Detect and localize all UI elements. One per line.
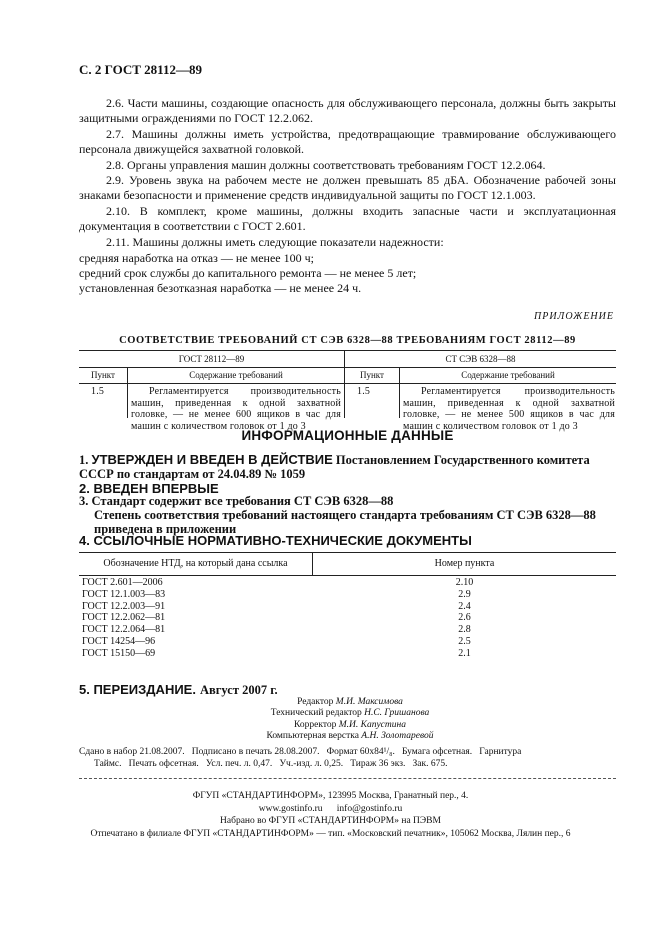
credit-name: А.Н. Золотаревой bbox=[361, 731, 434, 742]
credit-role: Компьютерная верстка bbox=[266, 731, 359, 742]
info-item-5-lead: 5. ПЕРЕИЗДАНИЕ. bbox=[79, 682, 196, 697]
comparison-table bbox=[79, 350, 616, 432]
appendix-title: СООТВЕТСТВИЕ ТРЕБОВАНИЙ СТ СЭВ 6328—88 ТРЕБОВАНИЯМ ГОСТ 28112—89 bbox=[119, 335, 576, 346]
imprint-line-2: www.gostinfo.ru info@gostinfo.ru bbox=[258, 804, 403, 814]
paragraph-2-8: 2.8. Органы управления машин должны соответствовать требованиям ГОСТ 12.2.064. bbox=[106, 158, 546, 172]
print-info-line-1: Сдано в набор 21.08.2007. Подписано в печать 28.08.2007. Формат 60x84¹/₈. Бумага офсетная. Гарнитура bbox=[79, 747, 522, 757]
reference-rows bbox=[79, 577, 616, 660]
reference-row bbox=[79, 648, 616, 660]
reliability-line-1: средняя наработка на отказ — не менее 100 ч; bbox=[79, 251, 314, 265]
paragraph-2-6: 2.6. Части машины, создающие опасность для обслуживающего персонала, должны быть закрыты защитными ограждениями по ГОСТ 12.2.062. bbox=[79, 96, 616, 126]
credit-role: Технический редактор bbox=[270, 708, 362, 719]
imprint-line-1: ФГУП «СТАНДАРТИНФОРМ», 123995 Москва, Гранатный пер., 4. bbox=[192, 791, 469, 801]
info-item-3-sub: Степень соответствия требований настоящего стандарта требованиям СТ СЭВ 6328—88 приведена в приложении bbox=[94, 508, 596, 536]
left-row-text: Регламентируется производительность машин, приведенная к одной захватной головке, — не менее 600 ящиков в час для машин с количеством головок от 1 до 3 bbox=[131, 386, 341, 432]
credits-block bbox=[200, 697, 500, 743]
reference-doc: ГОСТ 12.2.003—91 bbox=[82, 600, 166, 612]
reference-row bbox=[79, 624, 616, 636]
reference-row bbox=[79, 589, 616, 601]
right-row-text: Регламентируется производительность машин, приведенная к одной захватной головке, — не менее 500 ящиков в час для машин с количеством головок от 1 до 3 bbox=[403, 386, 615, 432]
credit-line bbox=[200, 720, 500, 731]
reference-doc: ГОСТ 12.1.003—83 bbox=[82, 588, 166, 600]
paragraph-2-9: 2.9. Уровень звука на рабочем месте не должен превышать 85 дБА. Обозначение рабочей зоны знаками безопасности и применение средств индивидуальной защиты по ГОСТ 12.1.003. bbox=[79, 173, 616, 203]
credit-name: М.И. Максимова bbox=[335, 697, 403, 707]
reference-table bbox=[79, 552, 616, 664]
reference-row bbox=[79, 636, 616, 648]
credit-line bbox=[200, 697, 500, 708]
credit-line bbox=[200, 708, 500, 719]
credit-role: Редактор bbox=[297, 697, 334, 707]
right-row-item: 1.5 bbox=[357, 386, 371, 397]
reference-item: 2.5 bbox=[458, 635, 471, 647]
reference-item: 2.6 bbox=[458, 612, 471, 624]
left-content-header: Содержание требований bbox=[189, 370, 283, 380]
imprint-line-4: Отпечатано в филиале ФГУП «СТАНДАРТИНФОРМ» — тип. «Московский печатник», 105062 Москва, Лялин пер., 6 bbox=[90, 829, 571, 839]
reliability-line-3: установленная безотказная наработка — не менее 24 ч. bbox=[79, 281, 362, 295]
imprint-line-3: Набрано во ФГУП «СТАНДАРТИНФОРМ» на ПЭВМ bbox=[220, 816, 441, 826]
credit-name: М.И. Капустина bbox=[338, 719, 406, 730]
credit-role: Корректор bbox=[294, 719, 337, 730]
info-item-5-text: Август 2007 г. bbox=[199, 683, 278, 697]
print-info-line-2: Таймс. Печать офсетная. Усл. печ. л. 0,47. Уч.-изд. л. 0,25. Тираж 36 экз. Зак. 675. bbox=[94, 759, 448, 769]
credit-line bbox=[200, 731, 500, 742]
right-content-header: Содержание требований bbox=[461, 370, 555, 380]
info-item-2: 2. ВВЕДЕН ВПЕРВЫЕ bbox=[79, 481, 219, 496]
reference-row bbox=[79, 601, 616, 613]
right-item-header: Пункт bbox=[359, 370, 384, 380]
ref-col-doc-header: Обозначение НТД, на который дана ссылка bbox=[103, 558, 288, 569]
paragraph-2-10: 2.10. В комплект, кроме машины, должны входить запасные части и эксплуатационная документация в соответствии с ГОСТ 2.601. bbox=[79, 204, 616, 234]
info-item-1-text: Постановлением Государственного комитета СССР по стандартам от 24.04.89 № 1059 bbox=[79, 453, 590, 481]
reference-row bbox=[79, 612, 616, 624]
info-item-1-number: 1. bbox=[79, 453, 89, 467]
credit-name: Н.С. Гришанова bbox=[364, 708, 430, 719]
info-title: ИНФОРМАЦИОННЫЕ ДАННЫЕ bbox=[241, 428, 454, 443]
info-item-1-lead: УТВЕРЖДЕН И ВВЕДЕН В ДЕЙСТВИЕ bbox=[91, 452, 333, 467]
reference-doc: ГОСТ 14254—96 bbox=[82, 635, 156, 647]
paragraph-2-7: 2.7. Машины должны иметь устройства, предотвращающие травмирование обслуживающего персонала движущейся захватной головкой. bbox=[79, 127, 616, 157]
reference-item: 2.1 bbox=[458, 647, 471, 659]
left-row-item: 1.5 bbox=[91, 386, 105, 397]
left-item-header: Пункт bbox=[90, 370, 115, 380]
reference-item: 2.8 bbox=[458, 624, 471, 636]
gost-column-group: ГОСТ 28112—89 bbox=[178, 354, 245, 364]
reference-item: 2.4 bbox=[458, 600, 471, 612]
reference-doc: ГОСТ 12.2.064—81 bbox=[82, 624, 166, 636]
info-item-4: 4. ССЫЛОЧНЫЕ НОРМАТИВНО-ТЕХНИЧЕСКИЕ ДОКУМЕНТЫ bbox=[79, 533, 472, 548]
appendix-label: ПРИЛОЖЕНИЕ bbox=[534, 311, 614, 322]
ref-col-item-header: Номер пункта bbox=[434, 558, 495, 569]
info-item-3: 3. Стандарт содержит все требования СТ СЭВ 6328—88 bbox=[79, 494, 394, 508]
reference-doc: ГОСТ 2.601—2006 bbox=[82, 577, 163, 588]
reference-row bbox=[79, 577, 616, 589]
divider bbox=[79, 778, 616, 779]
reference-doc: ГОСТ 12.2.062—81 bbox=[82, 612, 166, 624]
paragraph-2-11: 2.11. Машины должны иметь следующие показатели надежности: bbox=[106, 235, 444, 249]
reference-doc: ГОСТ 15150—69 bbox=[82, 647, 156, 659]
info-item-1 bbox=[79, 453, 616, 481]
st-sev-column-group: СТ СЭВ 6328—88 bbox=[445, 354, 516, 364]
reliability-line-2: средний срок службы до капитального ремонта — не менее 5 лет; bbox=[79, 266, 417, 280]
reference-item: 2.10 bbox=[455, 577, 474, 588]
reference-item: 2.9 bbox=[458, 588, 471, 600]
page-header: С. 2 ГОСТ 28112—89 bbox=[79, 62, 202, 77]
